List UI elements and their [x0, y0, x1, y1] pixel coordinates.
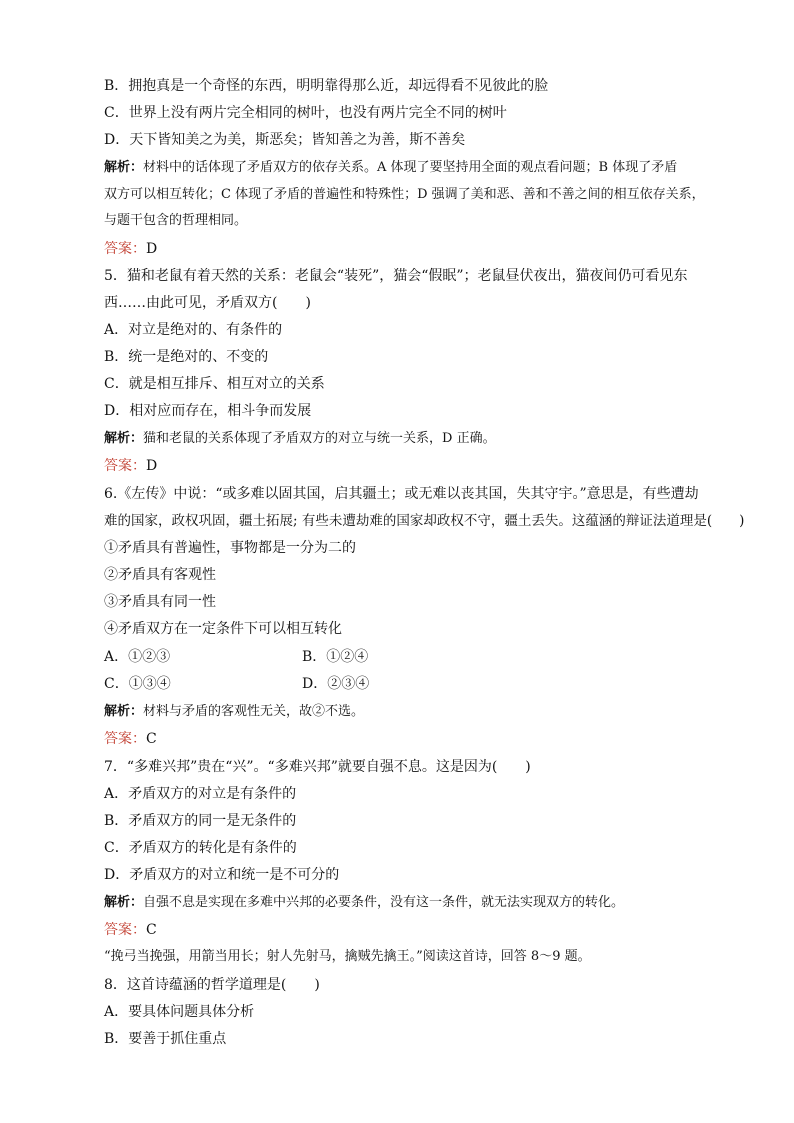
q4-option-b: B．拥抱真是一个奇怪的东西，明明靠得那么近，却远得看不见彼此的脸 — [104, 78, 549, 94]
q5-option-a: A．对立是绝对的、有条件的 — [104, 322, 283, 338]
q5-option-c: C．就是相互排斥、相互对立的关系 — [104, 376, 325, 392]
q6-item-3: ③矛盾具有同一性 — [104, 594, 216, 610]
q7-answer-label: 答案： — [104, 922, 146, 938]
q4-answer — [104, 239, 157, 259]
q4-option-d: D．天下皆知美之为美，斯恶矣；皆知善之为善，斯不善矣 — [104, 132, 466, 148]
q6-item-2: ②矛盾具有客观性 — [104, 567, 216, 583]
q6-answer-value: C — [146, 731, 157, 747]
q6-answer-label: 答案： — [104, 731, 146, 747]
q8-option-a: A．要具体问题具体分析 — [104, 1004, 255, 1020]
q4-explanation-label: 解析： — [104, 160, 144, 175]
q5-option-b: B．统一是绝对的、不变的 — [104, 349, 269, 365]
q6-option-d: D．②③④ — [302, 676, 370, 692]
q7-option-d: D．矛盾双方的对立和统一是不可分的 — [104, 867, 340, 883]
q5-stem-line1: 5．猫和老鼠有着天然的关系：老鼠会“装死”，猫会“假眠”；老鼠昼伏夜出，猫夜间仍可看见东 — [104, 268, 688, 284]
q6-item-1: ①矛盾具有普遍性，事物都是一分为二的 — [104, 540, 356, 556]
q4-explanation-line1 — [104, 158, 677, 178]
q7-option-c: C．矛盾双方的转化是有条件的 — [104, 840, 297, 856]
q7-explanation-label: 解析： — [104, 895, 144, 910]
q7-answer — [104, 920, 157, 940]
q4-explanation-line3: 与题干包含的哲理相同。 — [104, 213, 248, 228]
poem-intro: “挽弓当挽强，用箭当用长；射人先射马，擒贼先擒王。”阅读这首诗，回答 8～9 题。 — [104, 949, 591, 964]
q6-options-row1 — [104, 647, 170, 667]
q7-option-a: A．矛盾双方的对立是有条件的 — [104, 786, 297, 802]
q5-answer-label: 答案： — [104, 458, 146, 474]
q7-explanation-text: 自强不息是实现在多难中兴邦的必要条件，没有这一条件，就无法实现双方的转化。 — [143, 895, 625, 910]
q6-stem-line1: 6.《左传》中说：“或多难以固其国，启其疆土；或无难以丧其国，失其守宇。”意思是，有些遭劫 — [104, 486, 699, 502]
q7-answer-value: C — [146, 922, 157, 938]
q5-explanation — [104, 429, 496, 449]
q6-option-a: A．①②③ — [104, 649, 171, 665]
q7-explanation — [104, 893, 624, 913]
q6-item-4: ④矛盾双方在一定条件下可以相互转化 — [104, 621, 342, 637]
q6-answer — [104, 729, 157, 749]
q6-explanation-label: 解析： — [104, 704, 144, 719]
q6-explanation-text: 材料与矛盾的客观性无关，故②不选。 — [143, 704, 365, 719]
q4-explanation-text1: 材料中的话体现了矛盾双方的依存关系。A 体现了要坚持用全面的观点看问题；B 体现了矛盾 — [143, 160, 678, 175]
q6-option-b: B．①②④ — [302, 649, 369, 665]
q5-explanation-label: 解析： — [104, 431, 144, 446]
q8-option-b: B．要善于抓住重点 — [104, 1031, 227, 1047]
q5-answer-value: D — [146, 458, 158, 474]
q6-explanation — [104, 702, 364, 722]
q5-explanation-text: 猫和老鼠的关系体现了矛盾双方的对立与统一关系，D 正确。 — [143, 431, 496, 446]
q5-option-d: D．相对应而存在，相斗争而发展 — [104, 403, 312, 419]
q5-stem-line2: 西……由此可见，矛盾双方( ) — [104, 295, 311, 311]
q4-explanation-line2: 双方可以相互转化；C 体现了矛盾的普遍性和特殊性；D 强调了美和恶、善和不善之间的相互依存关系， — [104, 187, 705, 202]
q6-option-c: C．①③④ — [104, 676, 171, 692]
q6-stem-line2: 难的国家，政权巩固，疆土拓展; 有些未遭劫难的国家却政权不守，疆土丢失。这蕴涵的辩证法道理是( ) — [104, 513, 745, 529]
q4-answer-value: D — [146, 241, 158, 257]
q4-answer-label: 答案： — [104, 241, 146, 257]
q5-answer — [104, 456, 157, 476]
q8-stem: 8．这首诗蕴涵的哲学道理是( ) — [104, 977, 320, 993]
q4-option-c: C．世界上没有两片完全相同的树叶，也没有两片完全不同的树叶 — [104, 105, 507, 121]
q7-option-b: B．矛盾双方的同一是无条件的 — [104, 813, 297, 829]
q7-stem: 7．“多难兴邦”贵在“兴”。“多难兴邦”就要自强不息。这是因为( ) — [104, 759, 531, 775]
